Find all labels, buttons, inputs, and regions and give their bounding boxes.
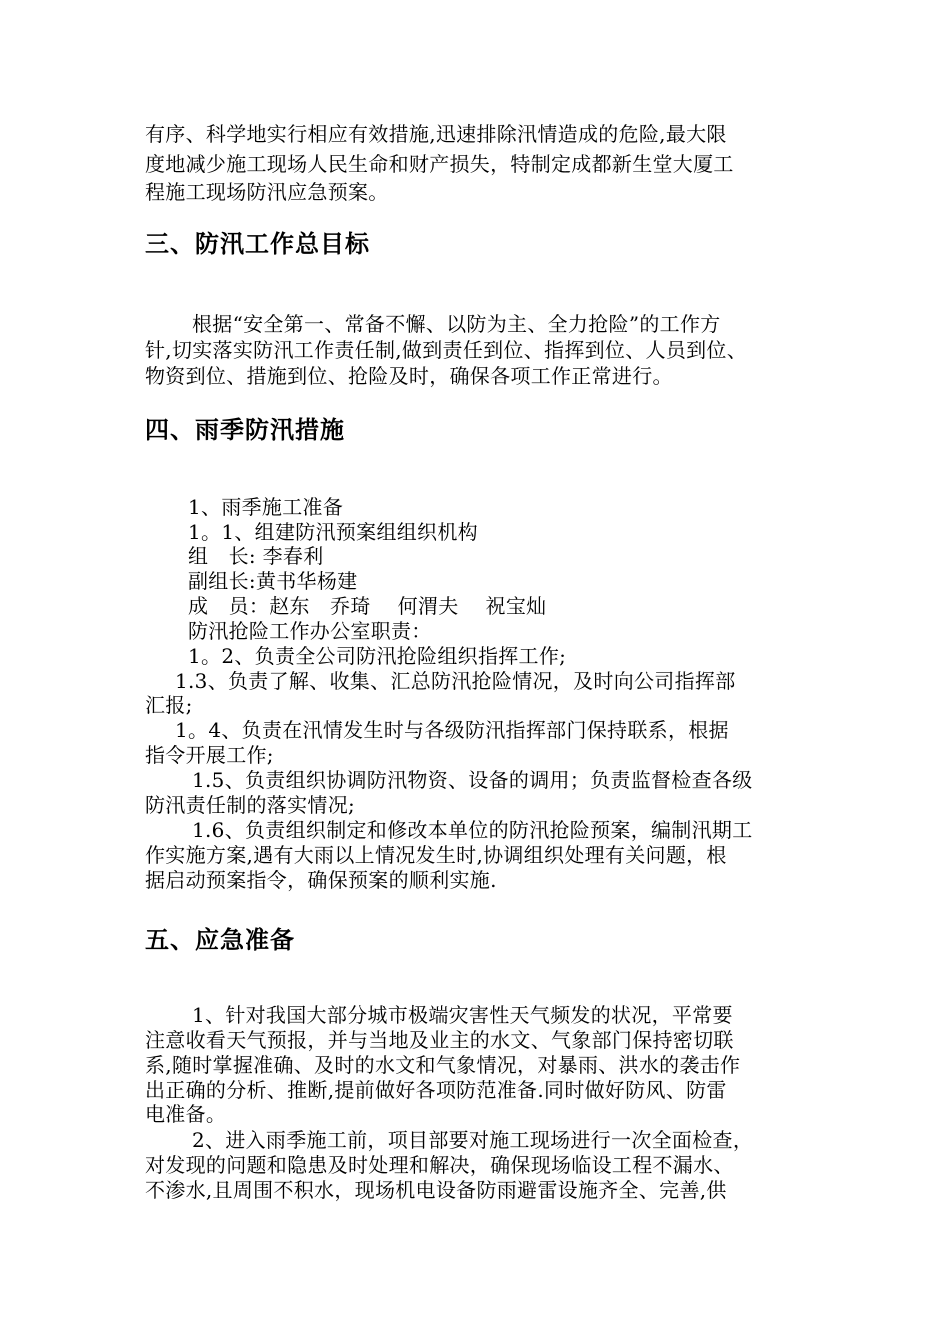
section4-line-13: 防汛责任制的落实情况; [145,793,356,817]
section4-line-7: 1。2、负责全公司防汛抢险组织指挥工作; [188,644,567,668]
section4-line-16: 据启动预案指令，确保预案的顺利实施. [145,868,497,892]
section5-line-6: 2、进入雨季施工前，项目部要对施工现场进行一次全面检查， [192,1128,754,1152]
section5-line-2: 注意收看天气预报，并与当地及业主的水文、气象部门保持密切联 [145,1028,734,1052]
section4-line-15: 作实施方案,遇有大雨以上情况发生时,协调组织处理有关问题，根 [145,843,727,867]
section4-line-3: 组 长: 李春利 [188,544,324,568]
section3-line-1: 根据“安全第一、常备不懈、以防为主、全力抢险”的工作方 [192,312,721,336]
section4-line-6: 防汛抢险工作办公室职责： [188,619,432,643]
section4-line-11: 指令开展工作; [145,743,274,767]
section4-line-1: 1、雨季施工准备 [188,495,344,519]
section4-line-4: 副组长:黄书华杨建 [188,569,358,593]
section4-line-9: 汇报; [145,693,193,717]
section5-line-3: 系,随时掌握准确、及时的水文和气象情况，对暴雨、洪水的袭击作 [145,1053,741,1077]
section3-line-2: 针,切实落实防汛工作责任制,做到责任到位、指挥到位、人员到位、 [145,338,748,362]
section4-line-12: 1.5、负责组织协调防汛物资、设备的调用；负责监督检查各级 [192,768,753,792]
section4-line-14: 1.6、负责组织制定和修改本单位的防汛抢险预案，编制汛期工 [192,818,753,842]
section5-heading: 五、应急准备 [145,926,295,954]
intro-line-3: 程施工现场防汛应急预案。 [145,180,389,204]
section5-line-5: 电准备。 [145,1102,227,1126]
section3-line-3: 物资到位、措施到位、抢险及时，确保各项工作正常进行。 [145,364,673,388]
section4-line-2: 1。1、组建防汛预案组组织机构 [188,520,478,544]
section4-line-8: 1.3、负责了解、收集、汇总防汛抢险情况，及时向公司指挥部 [175,669,736,693]
intro-line-2: 度地减少施工现场人民生命和财产损失，特制定成都新生堂大厦工 [145,152,734,176]
section5-line-1: 1、针对我国大部分城市极端灾害性天气频发的状况，平常要 [192,1003,733,1027]
intro-line-1: 有序、科学地实行相应有效措施,迅速排除汛情造成的危险,最大限 [145,122,727,146]
section4-line-5: 成 员：赵东 乔琦 何渭夫 祝宝灿 [188,594,547,618]
section5-line-7: 对发现的问题和隐患及时处理和解决，确保现场临设工程不漏水、 [145,1153,734,1177]
section5-line-8: 不渗水,且周围不积水，现场机电设备防雨避雷设施齐全、完善,供 [145,1178,727,1202]
section4-line-10: 1。4、负责在汛情发生时与各级防汛指挥部门保持联系，根据 [175,718,729,742]
section5-line-4: 出正确的分析、推断,提前做好各项防范准备.同时做好防风、防雷 [145,1078,727,1102]
section4-heading: 四、雨季防汛措施 [145,416,345,444]
section3-heading: 三、防汛工作总目标 [145,230,370,258]
